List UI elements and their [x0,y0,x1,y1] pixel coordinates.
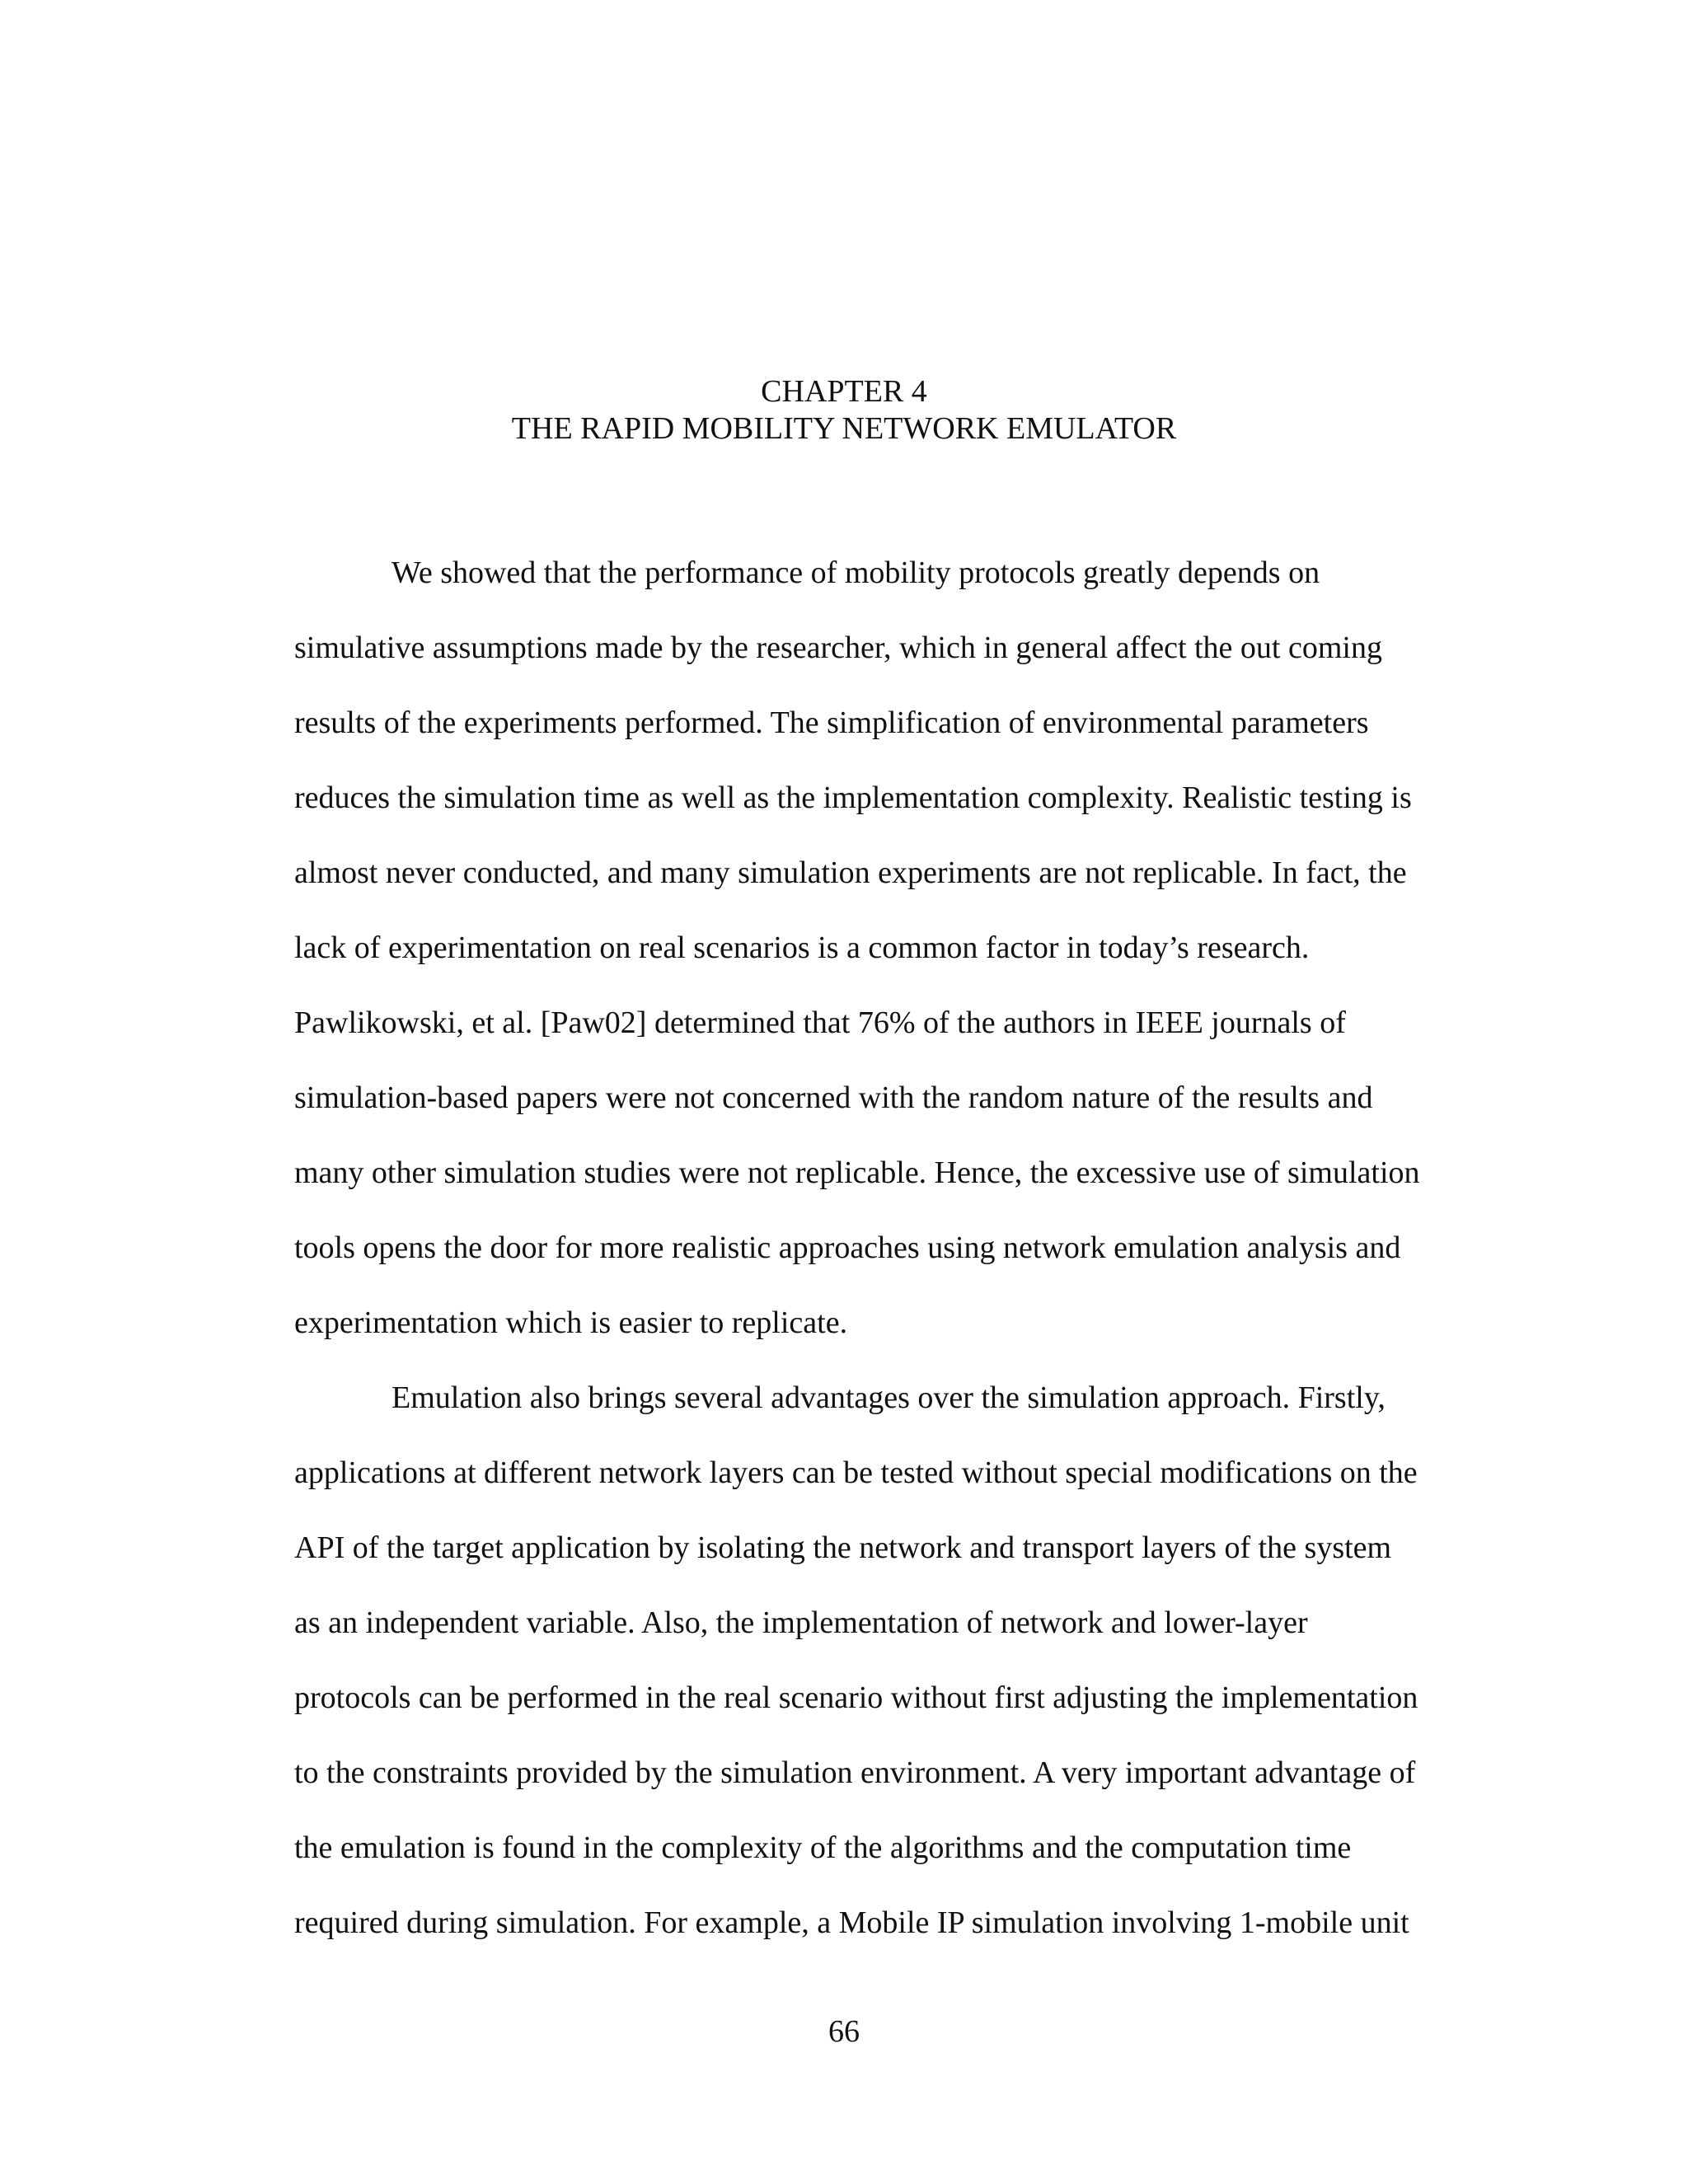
paragraph-1-line-10: tools opens the door for more realistic approaches using network emulation analysis and [294,1230,1401,1265]
chapter-number: CHAPTER 4 [761,374,927,409]
chapter-title: THE RAPID MOBILITY NETWORK EMULATOR [511,411,1177,446]
paragraph-2-line-1: Emulation also brings several advantages over the simulation approach. Firstly, [392,1380,1386,1415]
paragraph-2-line-8: required during simulation. For example, a Mobile IP simulation involving 1-mobile unit [294,1905,1409,1940]
paragraph-2-line-5: protocols can be performed in the real scenario without first adjusting the implementation [294,1680,1418,1715]
paragraph-1-line-6: lack of experimentation on real scenarios is a common factor in today’s research. [294,930,1310,965]
paragraph-1-line-11: experimentation which is easier to replicate. [294,1305,848,1340]
paragraph-2-line-4: as an independent variable. Also, the implementation of network and lower-layer [294,1605,1308,1640]
paragraph-2-line-7: the emulation is found in the complexity of the algorithms and the computation time [294,1830,1352,1865]
paragraph-1-line-1: We showed that the performance of mobility protocols greatly depends on [392,555,1320,590]
paragraph-1-line-9: many other simulation studies were not replicable. Hence, the excessive use of simulation [294,1155,1420,1190]
page-number: 66 [828,2014,860,2049]
paragraph-2-line-6: to the constraints provided by the simulation environment. A very important advantage of [294,1755,1416,1790]
paragraph-1-line-3: results of the experiments performed. The simplification of environmental parameters [294,705,1369,740]
paragraph-1-line-8: simulation-based papers were not concerned with the random nature of the results and [294,1080,1373,1115]
paragraph-1-line-4: reduces the simulation time as well as the implementation complexity. Realistic testing is [294,780,1412,815]
paragraph-2-line-2: applications at different network layers can be tested without special modifications on the [294,1455,1418,1490]
paragraph-2-line-3: API of the target application by isolating the network and transport layers of the system [294,1530,1392,1565]
paragraph-1-line-2: simulative assumptions made by the researcher, which in general affect the out coming [294,630,1382,665]
paragraph-1-line-5: almost never conducted, and many simulation experiments are not replicable. In fact, the [294,855,1407,890]
paragraph-1-line-7: Pawlikowski, et al. [Paw02] determined that 76% of the authors in IEEE journals of [294,1005,1346,1040]
